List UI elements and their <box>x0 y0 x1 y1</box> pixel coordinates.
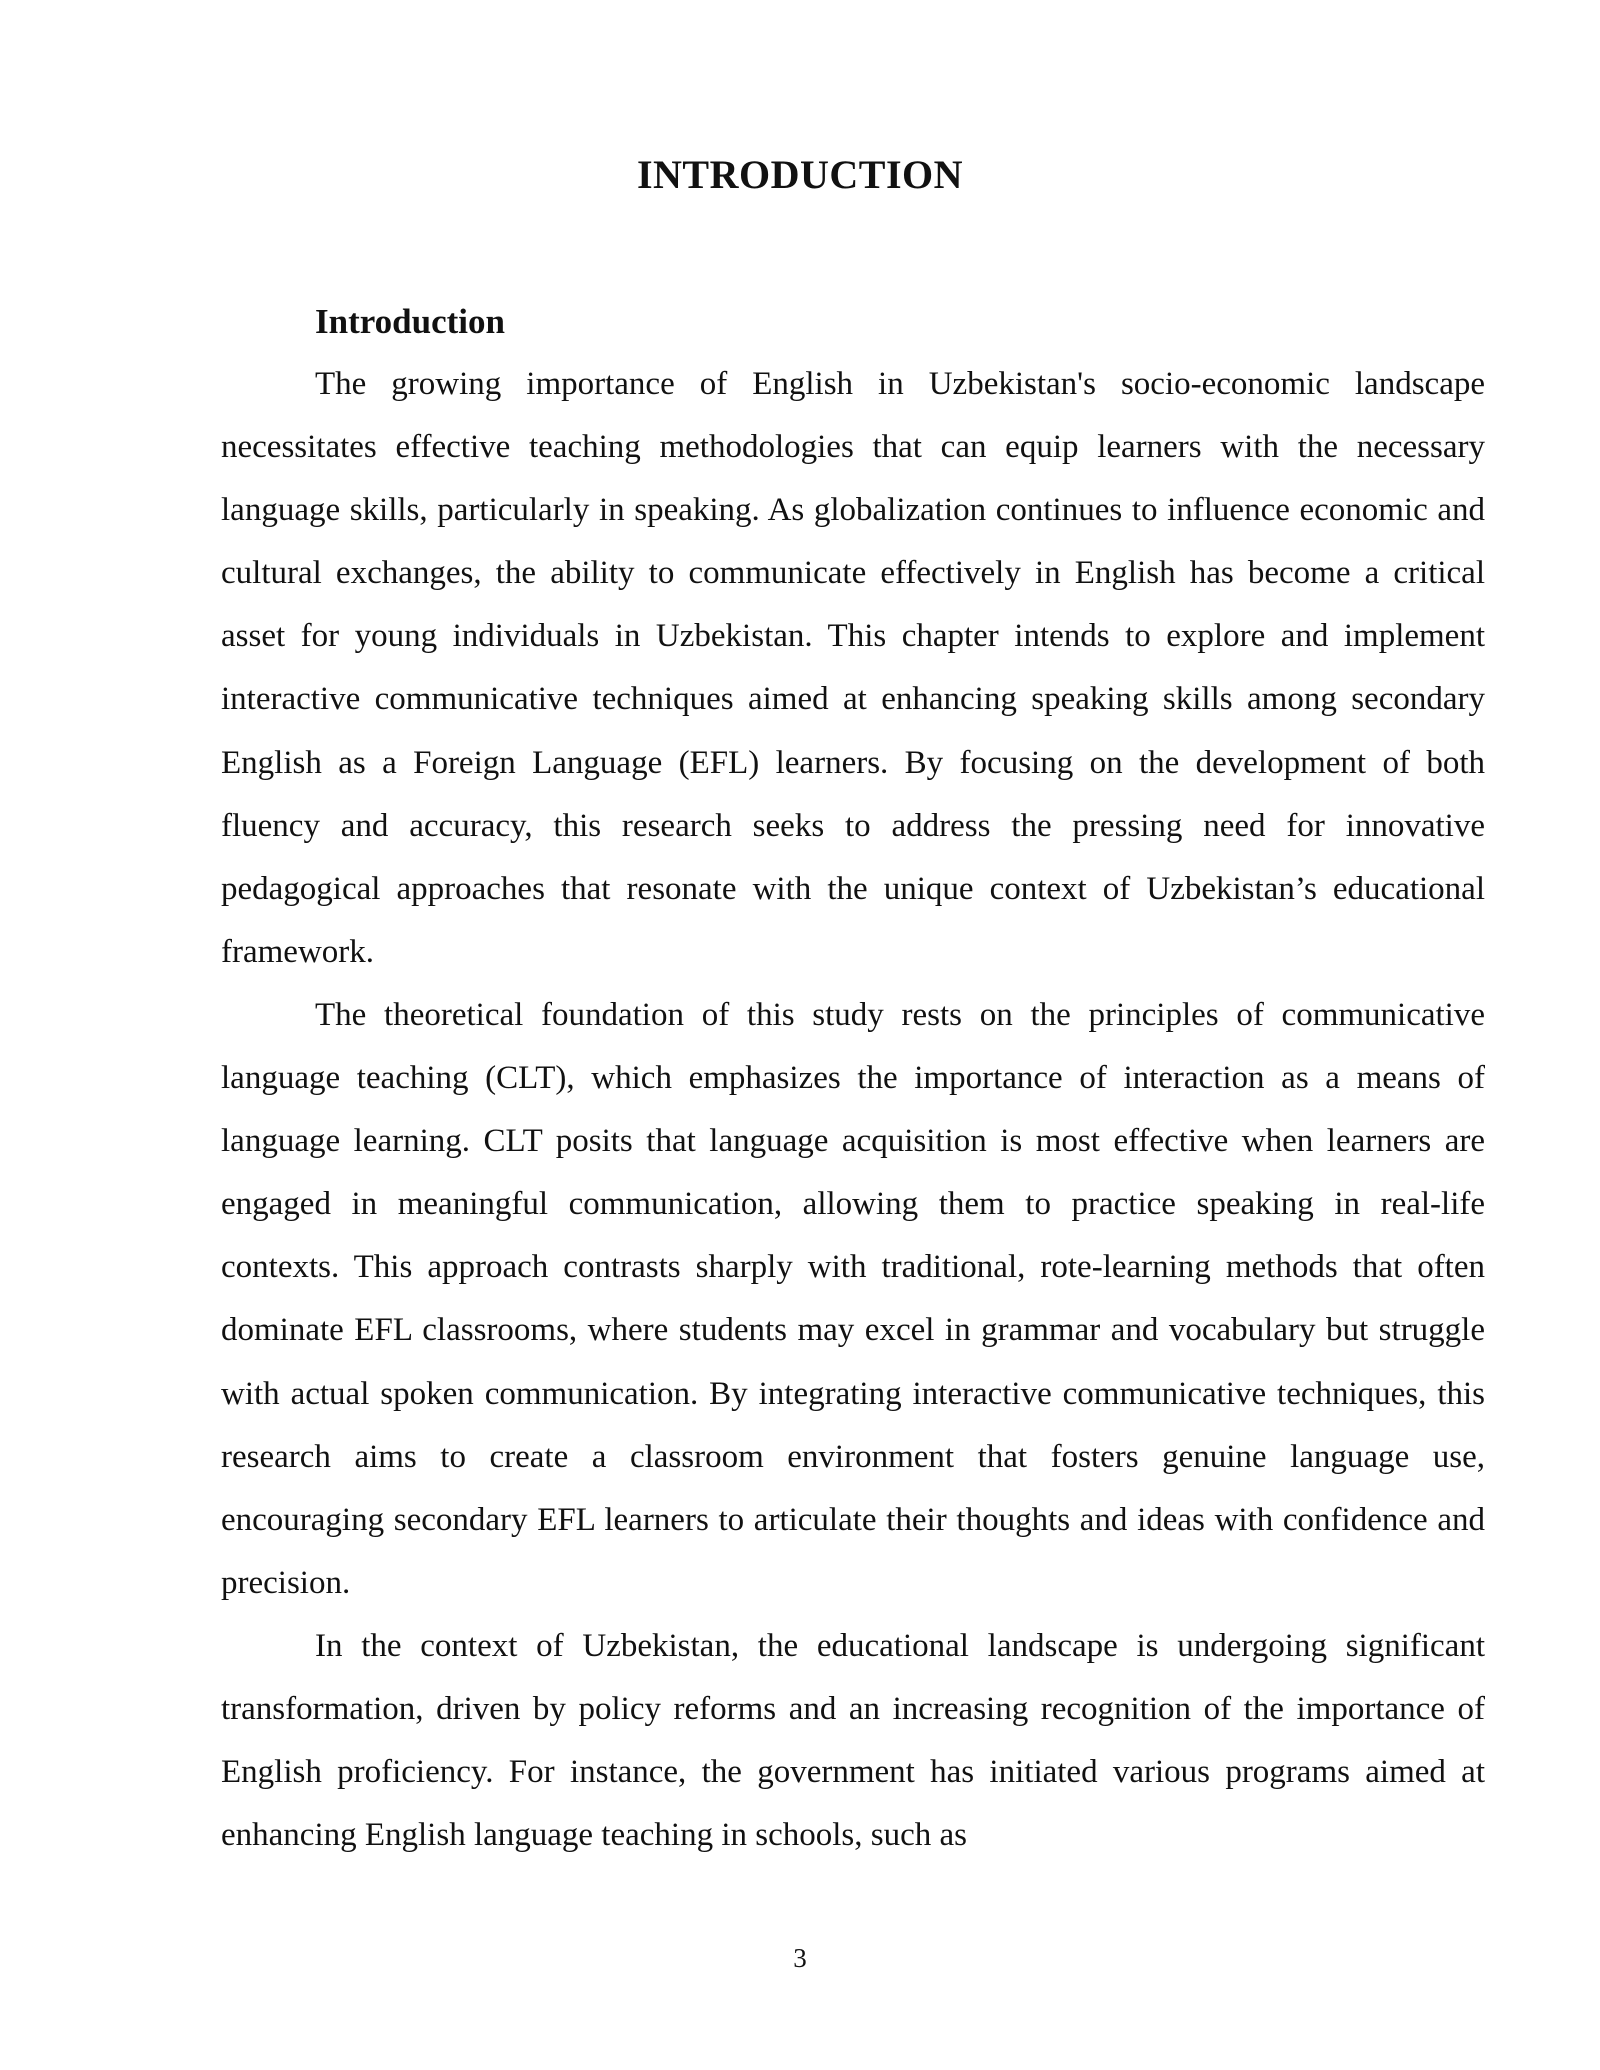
paragraph-3: In the context of Uzbekistan, the educational landscape is undergoing significant transformation, driven by policy reforms and an increasing recognition of the importance of English proficiency. For instance, the government has initiated various programs aimed at enhancing English language teaching in schools, such as <box>221 1627 1485 1854</box>
section-heading: Introduction <box>315 302 505 341</box>
page-content <box>221 290 1485 1867</box>
page-number: 3 <box>793 1943 807 1973</box>
paragraph-1: The growing importance of English in Uzbekistan's socio-economic landscape necessitates effective teaching methodologies that can equip learners with the necessary language skills, particularly in speaking. As globalization continues to influence economic and cultural exchanges, the ability to communicate effectively in English has become a critical asset for young individuals in Uzbekistan. This chapter intends to explore and implement interactive communicative techniques aimed at enhancing speaking skills among secondary English as a Foreign Language (EFL) learners. By focusing on the development of both fluency and accuracy, this research seeks to address the pressing need for innovative pedagogical approaches that resonate with the unique context of Uzbekistan’s educational framework. <box>221 366 1485 970</box>
page-title: INTRODUCTION <box>636 152 964 197</box>
paragraph-2: The theoretical foundation of this study rests on the principles of communicative language teaching (CLT), which emphasizes the importance of interaction as a means of language learning. CLT posits that language acquisition is most effective when learners are engaged in meaningful communication, allowing them to practice speaking in real-life contexts. This approach contrasts sharply with traditional, rote-learning methods that often dominate EFL classrooms, where students may excel in grammar and vocabulary but struggle with actual spoken communication. By integrating interactive communicative techniques, this research aims to create a classroom environment that fosters genuine language use, encouraging secondary EFL learners to articulate their thoughts and ideas with confidence and precision. <box>221 996 1485 1601</box>
